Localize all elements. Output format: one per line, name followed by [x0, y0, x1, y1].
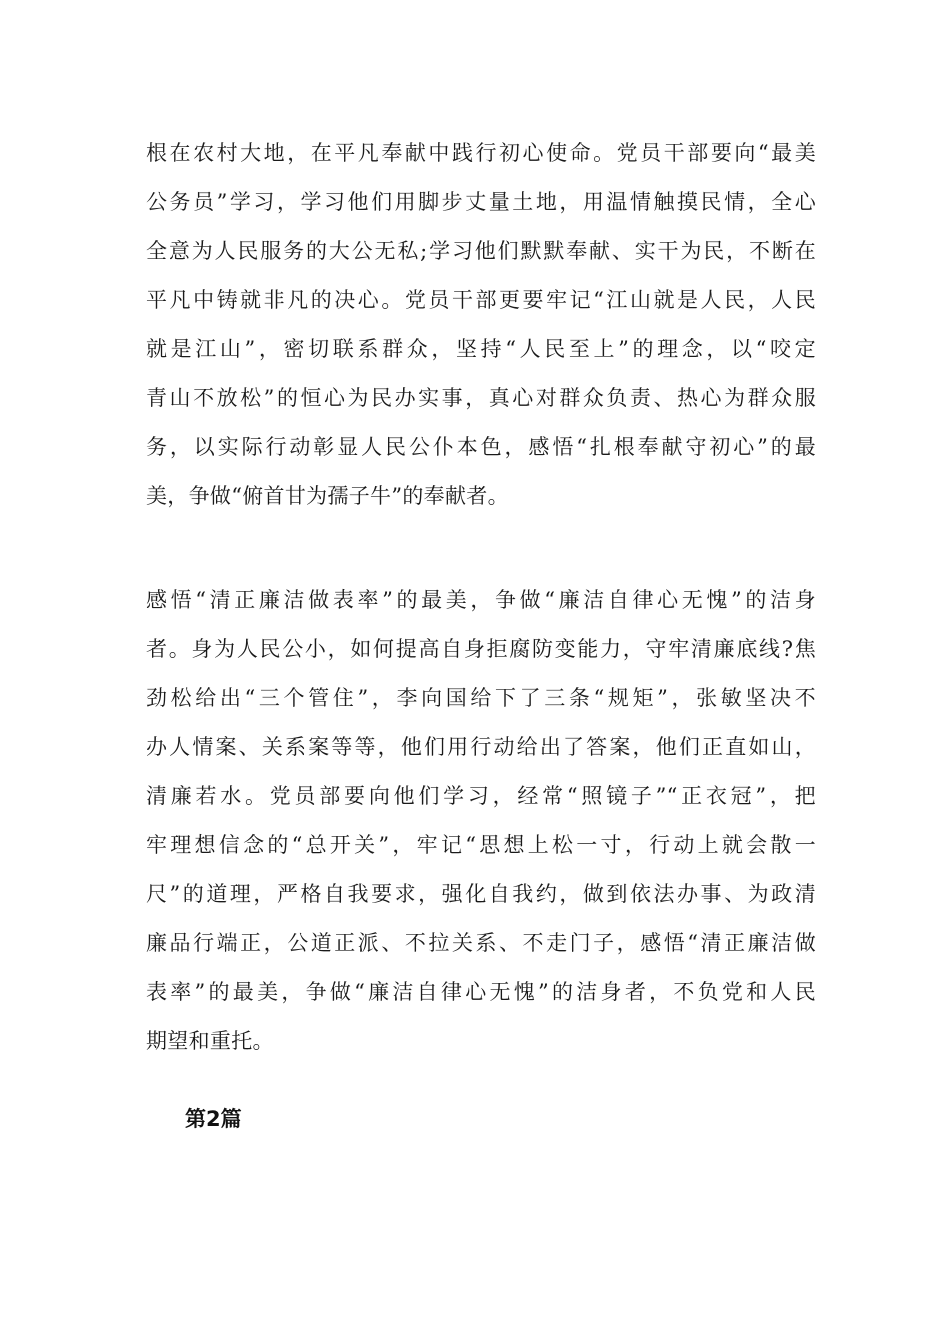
paragraph1-line: 全意为人民服务的大公无私;学习他们默默奉献、实干为民，不断在: [146, 239, 816, 263]
paragraph2-line: 表率”的最美，争做“廉洁自律心无愧”的洁身者，不负党和人民: [146, 980, 816, 1004]
paragraph1-line: 美，争做“俯首甘为孺子牛”的奉献者。: [146, 484, 509, 508]
paragraph2-line: 者。身为人民公小，如何提高自身拒腐防变能力，守牢清廉底线?焦: [146, 637, 816, 661]
paragraph1-line: 根在农村大地，在平凡奉献中践行初心使命。党员干部要向“最美: [146, 141, 816, 165]
paragraph2-line: 期望和重托。: [146, 1029, 274, 1053]
paragraph2-line: 感悟“清正廉洁做表率”的最美，争做“廉洁自律心无愧”的洁身: [146, 588, 816, 612]
paragraph2-line: 办人情案、关系案等等，他们用行动给出了答案，他们正直如山，: [146, 735, 816, 759]
paragraph1-line: 青山不放松”的恒心为民办实事，真心对群众负责、热心为群众服: [146, 386, 816, 410]
paragraph1-line: 务，以实际行动彰显人民公仆本色，感悟“扎根奉献守初心”的最: [146, 435, 816, 459]
paragraph2-line: 牢理想信念的“总开关”，牢记“思想上松一寸，行动上就会散一: [146, 833, 816, 857]
paragraph2-line: 廉品行端正，公道正派、不拉关系、不走门子，感悟“清正廉洁做: [146, 931, 816, 955]
paragraph1-line: 平凡中铸就非凡的决心。党员干部更要牢记“江山就是人民，人民: [146, 288, 816, 312]
paragraph1-line: 就是江山”，密切联系群众，坚持“人民至上”的理念，以“咬定: [146, 337, 816, 361]
paragraph2-line: 尺”的道理，严格自我要求，强化自我约，做到依法办事、为政清: [146, 882, 816, 906]
paragraph1-line: 公务员”学习，学习他们用脚步丈量土地，用温情触摸民情，全心: [146, 190, 816, 214]
paragraph2-line: 清廉若水。党员部要向他们学习，经常“照镜子”“正衣冠”，把: [146, 784, 816, 808]
section-heading: 第2篇: [185, 1107, 242, 1131]
paragraph2-line: 劲松给出“三个管住”，李向国给下了三条“规矩”，张敏坚决不: [146, 686, 816, 710]
